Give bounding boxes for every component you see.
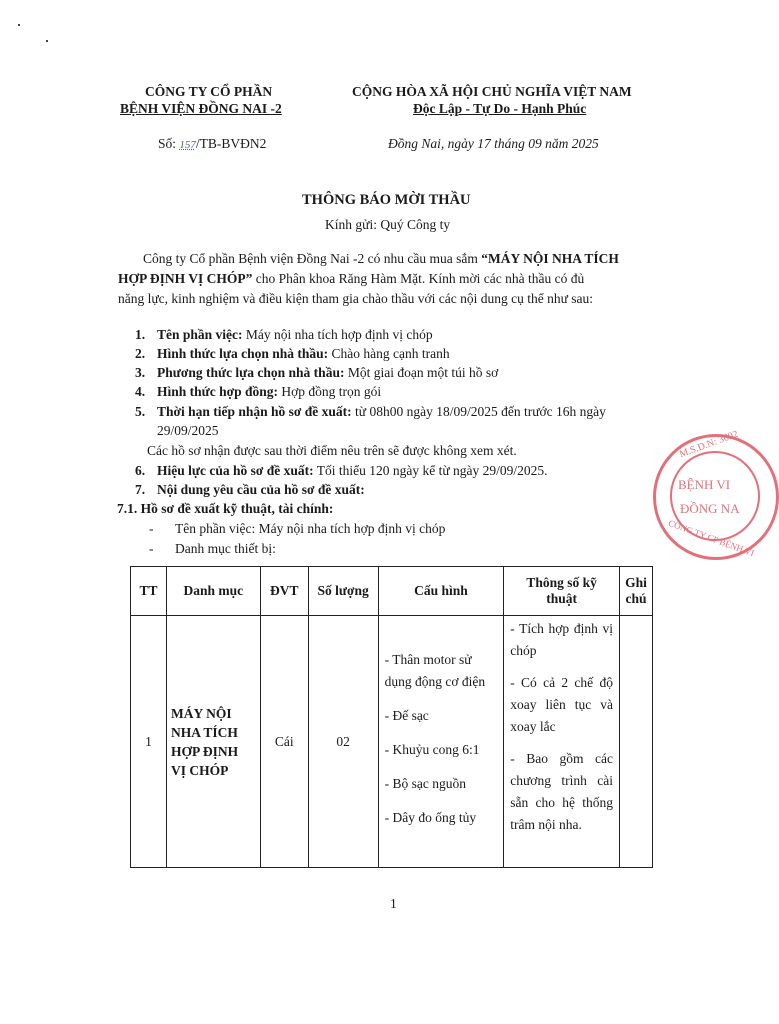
- intro-line-2: [118, 271, 584, 287]
- note-header-line-2: chú: [625, 591, 647, 606]
- intro-product-2: HỢP ĐỊNH VỊ CHÓP”: [118, 271, 253, 286]
- item-number: 5.: [135, 404, 146, 419]
- col-header-unit: ĐVT: [260, 567, 308, 616]
- bullet-dash: -: [149, 541, 154, 556]
- bullet-text: Tên phần việc: Máy nội nha tích hợp định vị chóp: [175, 521, 446, 536]
- section-7-1-heading: 7.1. Hồ sơ đề xuất kỹ thuật, tài chính:: [117, 501, 334, 516]
- item-number: 4.: [135, 384, 146, 399]
- ref-suffix: /TB-BVĐN2: [195, 136, 267, 151]
- spec-item: - Bao gồm các chương trình cài sẵn cho hệ thống trâm nội nha.: [510, 751, 613, 832]
- col-header-note: [619, 567, 652, 616]
- spec-item: - Tích hợp định vị chóp: [510, 621, 613, 658]
- item-number: 3.: [135, 365, 146, 380]
- item-text: Hợp đồng trọn gói: [278, 384, 382, 399]
- ref-prefix: Số:: [158, 136, 180, 151]
- intro-product-1: “MÁY NỘI NHA TÍCH: [481, 251, 619, 266]
- seal-bottom-text: CÔNG TY CP BỆNH VI: [667, 517, 756, 559]
- item-number: 1.: [135, 327, 146, 342]
- late-submission-note: Các hồ sơ nhận được sau thời điểm nêu trên sẽ được không xem xét.: [147, 443, 517, 458]
- item-5-continuation: 29/09/2025: [157, 423, 219, 438]
- item-label: Phương thức lựa chọn nhà thầu:: [157, 365, 345, 380]
- spec-header-line-2: thuật: [546, 591, 577, 606]
- intro-text-1a: Công ty Cổ phần Bệnh viện Đồng Nai -2 có nhu cầu mua sắm: [143, 251, 482, 266]
- cell-unit: Cái: [260, 616, 308, 868]
- scan-speck: [46, 40, 48, 42]
- table-row: [131, 616, 653, 868]
- item-label: Hình thức lựa chọn nhà thầu:: [157, 346, 329, 361]
- config-item: - Thân motor sử dụng động cơ điện: [384, 651, 486, 689]
- bullet-task-name: [149, 521, 445, 537]
- name-line: VỊ CHÓP: [170, 762, 229, 778]
- name-line: HỢP ĐỊNH: [170, 743, 239, 759]
- national-motto: Độc Lập - Tự Do - Hạnh Phúc: [413, 101, 587, 116]
- item-2: [135, 346, 450, 362]
- cell-note: [619, 616, 652, 868]
- item-text: Một giai đoạn một túi hồ sơ: [344, 365, 499, 380]
- seal-line-2: ĐỒNG NA: [680, 501, 740, 516]
- item-label: Nội dung yêu cầu của hồ sơ đề xuất:: [157, 482, 365, 497]
- item-5: [135, 404, 606, 420]
- item-text: từ 08h00 ngày 18/09/2025 đến trước 16h ngày: [351, 404, 606, 419]
- seal-top-text: M.S.D.N: 3602: [677, 428, 740, 461]
- seal-line-1: BỆNH VI: [678, 477, 731, 492]
- item-4: [135, 384, 381, 400]
- item-7: [135, 482, 365, 498]
- item-label: Tên phần việc:: [157, 327, 243, 342]
- company-seal: [653, 428, 779, 560]
- item-text: Tối thiểu 120 ngày kể từ ngày 29/09/2025.: [313, 463, 548, 478]
- bullet-dash: -: [149, 521, 154, 536]
- greeting: Kính gửi: Quý Công ty: [325, 217, 451, 232]
- intro-line-1: [143, 251, 619, 267]
- intro-line-3: năng lực, kinh nghiệm và điều kiện tham gia chào thầu với các nội dung cụ thể như sau:: [118, 291, 594, 306]
- cell-qty: 02: [308, 616, 378, 868]
- item-text: Chào hàng cạnh tranh: [328, 346, 450, 361]
- config-item: - Dây đo ống tủy: [384, 809, 477, 825]
- bullet-equipment-list: [149, 541, 276, 557]
- country-name: CỘNG HÒA XÃ HỘI CHỦ NGHĨA VIỆT NAM: [352, 84, 632, 99]
- config-item: - Bộ sạc nguồn: [384, 775, 466, 791]
- document-title: THÔNG BÁO MỜI THẦU: [302, 192, 471, 208]
- place-date: Đồng Nai, ngày 17 tháng 09 năm 2025: [388, 136, 599, 151]
- cell-name: [166, 616, 260, 868]
- company-name-line1: CÔNG TY CỔ PHẦN: [145, 84, 273, 99]
- item-number: 7.: [135, 482, 146, 497]
- ref-handwritten-number: 157: [179, 139, 196, 151]
- table-header-row: [131, 567, 653, 616]
- item-label: Thời hạn tiếp nhận hồ sơ đề xuất:: [157, 404, 352, 419]
- equipment-table: [130, 566, 653, 868]
- note-header-line-1: Ghi: [625, 575, 647, 590]
- reference-number: [158, 136, 266, 152]
- col-header-qty: Số lượng: [308, 567, 378, 616]
- item-text: Máy nội nha tích hợp định vị chóp: [242, 327, 433, 342]
- item-label: Hình thức hợp đồng:: [157, 384, 278, 399]
- col-header-config: Cấu hình: [378, 567, 504, 616]
- col-header-tt: TT: [131, 567, 167, 616]
- item-6: [135, 463, 548, 479]
- cell-config: [378, 616, 504, 868]
- bullet-text: Danh mục thiết bị:: [175, 541, 276, 556]
- col-header-spec: [504, 567, 620, 616]
- col-header-name: Danh mục: [166, 567, 260, 616]
- page-number: 1: [390, 896, 397, 911]
- config-item: - Đế sạc: [384, 707, 429, 723]
- config-item: - Khuỷu cong 6:1: [384, 741, 480, 757]
- item-number: 2.: [135, 346, 146, 361]
- cell-tt: 1: [131, 616, 167, 868]
- spec-item: - Có cả 2 chế độ xoay liên tục và xoay lắc: [510, 675, 613, 734]
- item-number: 6.: [135, 463, 146, 478]
- intro-text-2b: cho Phân khoa Răng Hàm Mặt. Kính mời các nhà thầu có đủ: [252, 271, 585, 286]
- item-1: [135, 327, 433, 343]
- company-name-line2: BỆNH VIỆN ĐỒNG NAI -2: [120, 101, 282, 116]
- item-3: [135, 365, 498, 381]
- name-line: NHA TÍCH: [170, 724, 238, 740]
- spec-header-line-1: Thông số kỹ: [526, 575, 597, 590]
- item-label: Hiệu lực của hồ sơ đề xuất:: [157, 463, 314, 478]
- scan-speck: [18, 24, 20, 26]
- name-line: MÁY NỘI: [170, 705, 232, 721]
- cell-spec: [504, 616, 620, 868]
